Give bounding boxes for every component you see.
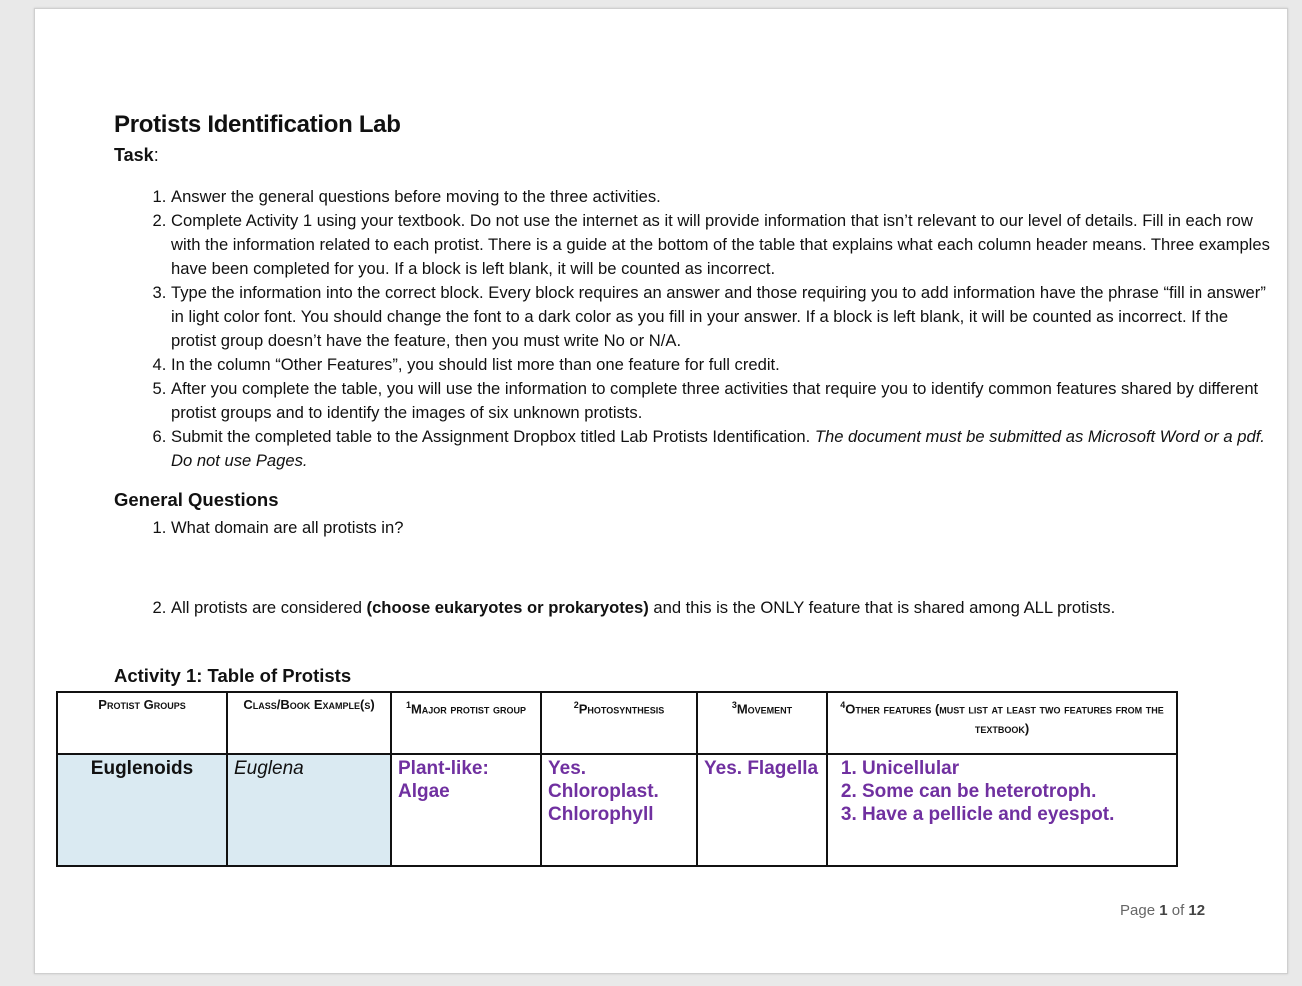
cell-movement[interactable]: Yes. Flagella [697,754,827,866]
question-item: 1. What domain are all protists in? [171,516,1271,540]
document-title: Protists Identification Lab [114,111,401,138]
general-questions-title: General Questions [114,489,279,510]
task-list [114,185,1271,473]
header-photosynthesis: $^2$Photosynthesis [541,692,697,754]
list-item: 2. Some can be heterotroph. [862,780,1170,803]
cell-photosynthesis[interactable]: Yes. Chloroplast. Chlorophyll [541,754,697,866]
cell-other-features[interactable] [827,754,1177,866]
list-item: 1. Unicellular [862,757,1170,780]
task-item: 1. Answer the general questions before moving to the three activities. [171,185,1271,209]
header-protist-groups: Protist Groups [57,692,227,754]
header-movement: $^3$Movement [697,692,827,754]
task-label: Task: [114,145,159,165]
table-row [57,754,1177,866]
protist-table [56,691,1178,867]
cell-example[interactable]: Euglena [227,754,391,866]
document-page [34,8,1288,974]
task-item: 5. After you complete the table, you will use the information to complete three activities that require you to identify common features shared by different protist groups and to identify the images of six unknown protists. [171,377,1271,425]
header-major-group: $^1$Major protist group [391,692,541,754]
cell-major-group[interactable]: Plant-like: Algae [391,754,541,866]
other-features-list [834,757,1170,826]
page-counter: Page 1 of 12 [1120,902,1206,919]
question-item: 2. All protists are considered (choose eukaryotes or prokaryotes) and this is the ONLY feature that is shared among ALL protists. [171,596,1271,620]
table-header-row [57,692,1177,754]
list-item: 3. Have a pellicle and eyespot. [862,803,1170,826]
task-item: 3. Type the information into the correct block. Every block requires an answer and those requiring you to add information have the phrase “fill in answer” in light color font. You should change the font to a dark color as you fill in your answer. If a block is left blank, it will be counted as incorrect. If the protist group doesn’t have the feature, then you must write No or N/A. [171,281,1271,353]
activity-title: Activity 1: Table of Protists [114,665,352,686]
task-item: 6. Submit the completed table to the Assignment Dropbox titled Lab Protists Identification. The document must be submitted as Microsoft Word or a pdf. Do not use Pages. [171,425,1271,473]
task-item: 4. In the column “Other Features”, you should list more than one feature for full credit. [171,353,1271,377]
header-class-example: Class/Book Example(s) [227,692,391,754]
header-other-features: $^4$Other features (must list at least two features from the textbook) [827,692,1177,754]
task-item: 2. Complete Activity 1 using your textbook. Do not use the internet as it will provide information that isn’t relevant to our level of details. Fill in each row with the information related to each protist. There is a guide at the bottom of the table that explains what each column header means. Three examples have been completed for you. If a block is left blank, it will be counted as incorrect. [171,209,1271,281]
general-question-list [114,516,1271,540]
cell-group[interactable]: Euglenoids [57,754,227,866]
general-question-list [114,596,1271,620]
